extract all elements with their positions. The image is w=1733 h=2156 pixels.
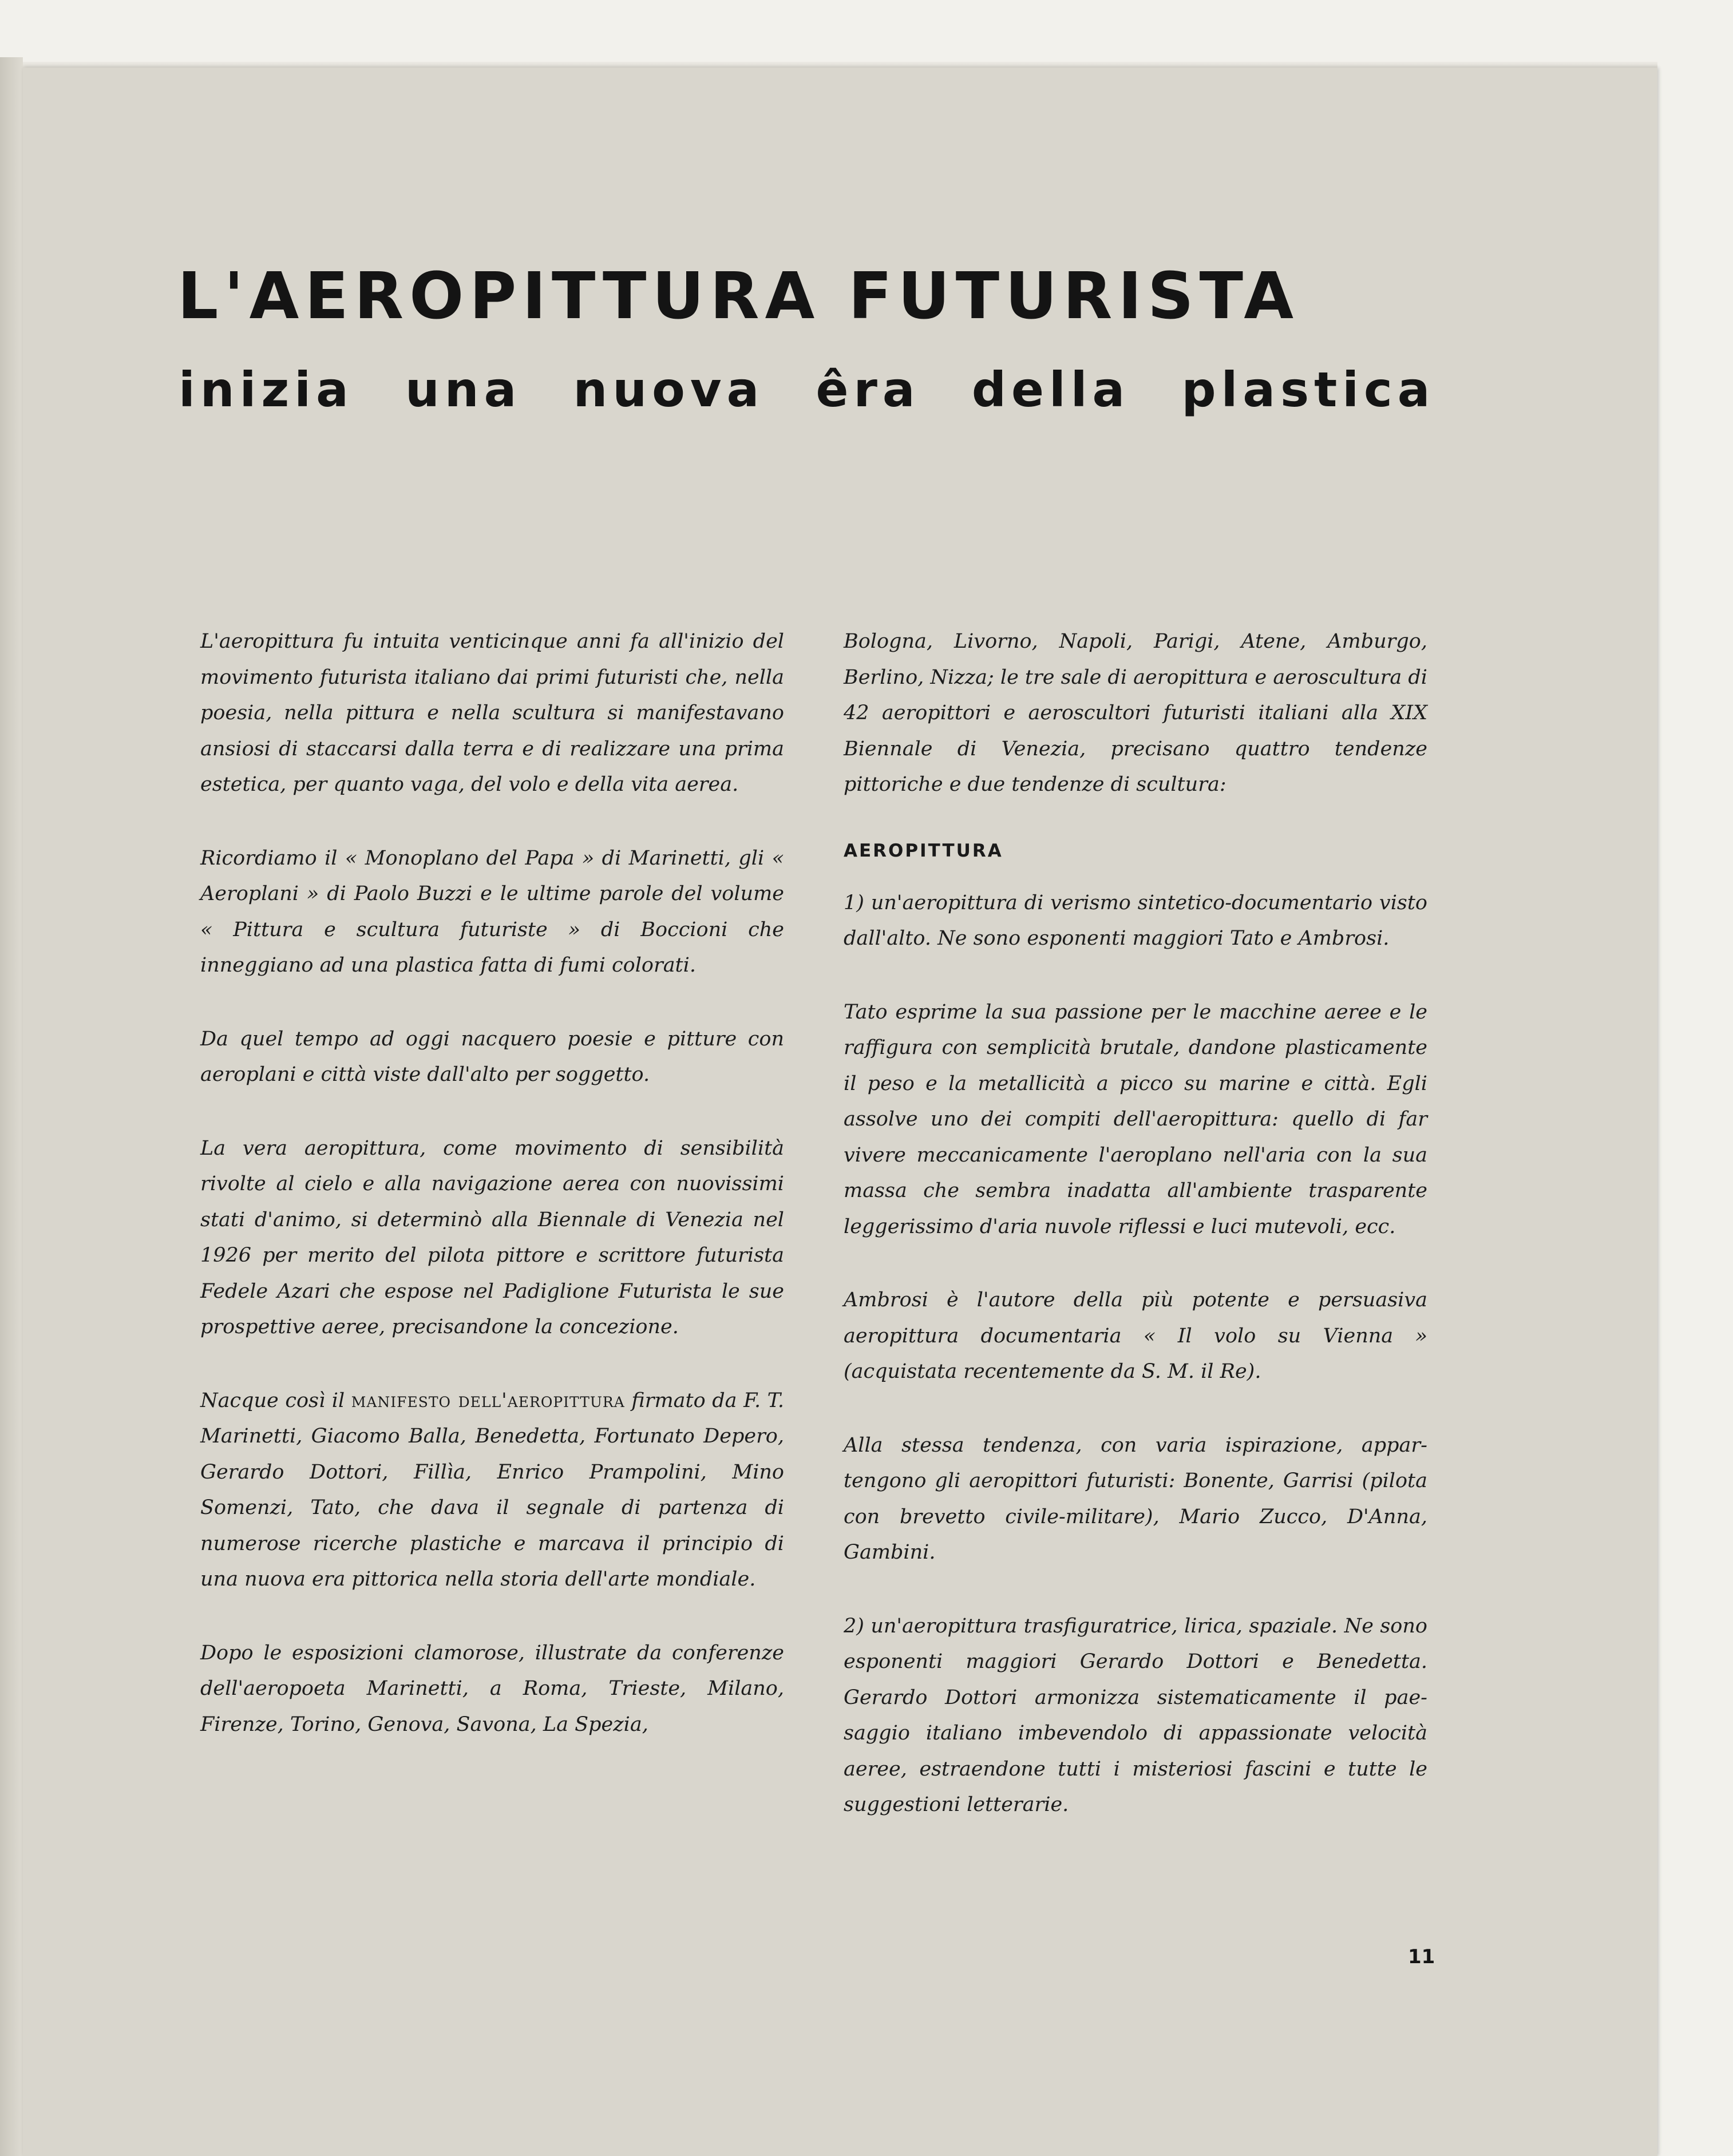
paragraph: Tato esprime la sua passione per le macchine aeree e le raffigura con semplicità brutale, dandone plasticamente il peso e la metallicità a picco su marine e città. Egli assolve uno dei compiti dell'aeropittura: quello di far vivere meccanicamente l'aeroplano nell'aria con la sua massa che sembra inadatta all'ambiente trasparente leggerissimo d'aria nuvole riflessi e luci mutevoli, ecc. [844,1000,1427,1238]
page-subtitle: inizia una nuova êra della plastica [179,362,1435,418]
page-title: L'AEROPITTURA FUTURISTA [177,259,1300,334]
text-run: Nacque così il [200,1389,345,1412]
paragraph: 2) un'aeropittura trasfiguratrice, lirica, spaziale. Ne sono esponenti maggiori Gerardo Dottori e Benedetta. Gerardo Dottori armonizza sistematicamente il paesaggio italiano imbevendolo di appassionate velocità aeree, estraendone tutti i misteriosi fascini e tutte le suggestioni letterarie. [844,1614,1427,1816]
paragraph: L'aeropittura fu intuita venticinque anni fa all'inizio del movimento futurista italiano dai primi futuristi che, nella poesia, nella pittura e nella scultura si manifestavano ansiosi di staccarsi dalla terra e di realizzare una prima estetica, per quanto vaga, del volo e della vita aerea. [200,630,784,796]
paragraph-manifesto [200,1383,784,1598]
paragraph: Bologna, Livorno, Napoli, Parigi, Atene, Amburgo, Berlino, Nizza; le tre sale di aeropittura e aeroscultura di 42 aeropittori e aeroscultori futuristi italiani alla XIX Biennale di Venezia, precisano quattro tendenze pittoriche e due tendenze di scultura: [844,630,1427,796]
paragraph: Alla stessa tendenza, con varia ispirazione, appartengono gli aeropittori futuristi: Bonente, Garrisi (pilota con brevetto civile-militare), Mario Zucco, D'Anna, Gambini. [844,1433,1427,1564]
left-column [200,624,784,1780]
paragraph: 1) un'aeropittura di verismo sintetico-documentario visto dall'alto. Ne sono esponenti maggiori Tato e Ambrosi. [844,891,1427,950]
paragraph: Dopo le esposizioni clamorose, illustrate da conferenze dell'aeropoeta Marinetti, a Roma, Trieste, Milano, Firenze, Torino, Genova, Savona, La Spezia, [200,1641,784,1736]
page-number: 11 [1408,1945,1435,1968]
paragraph: La vera aeropittura, come movimento di sensibilità rivolte al cielo e alla navigazione aerea con nuovissimi stati d'animo, si determinò alla Biennale di Venezia nel 1926 per merito del pilota pittore e scrittore futurista Fedele Azari che espose nel Padiglione Futurista le sue prospettive aeree, precisandone la concezione. [200,1136,784,1338]
manifesto-title: manifesto dell'aeropittura [351,1389,625,1412]
right-column [844,624,1427,1861]
text-run: firmato da F. T. Marinetti, Giacomo Balla, Benedetta, Fortunato Depero, Gerardo Dottori, Fillìa, Enrico Prampolini, Mino Somenzi, Tato, che dava il segnale di partenza di numerose ricerche plastiche e marcava il principio di una nuova era pittorica nella storia dell'arte mondiale. [200,1389,784,1591]
paragraph: Ricordiamo il « Monoplano del Papa » di Marinetti, gli « Aeroplani » di Paolo Buzzi e le ultime parole del volume « Pittura e scultura futuriste » di Boccioni che inneggiano ad una plastica fatta di fumi colorati. [200,846,784,977]
facing-page-edge [0,57,23,2156]
paragraph: Ambrosi è l'autore della più potente e persuasiva aeropittura documentaria « Il volo su Vienna » (acquistata recentemente da S. M. il Re). [844,1289,1427,1383]
paragraph: Da quel tempo ad oggi nacquero poesie e pitture con aeroplani e città viste dall'alto per soggetto. [200,1027,784,1086]
section-heading: AEROPITTURA [844,840,1003,861]
